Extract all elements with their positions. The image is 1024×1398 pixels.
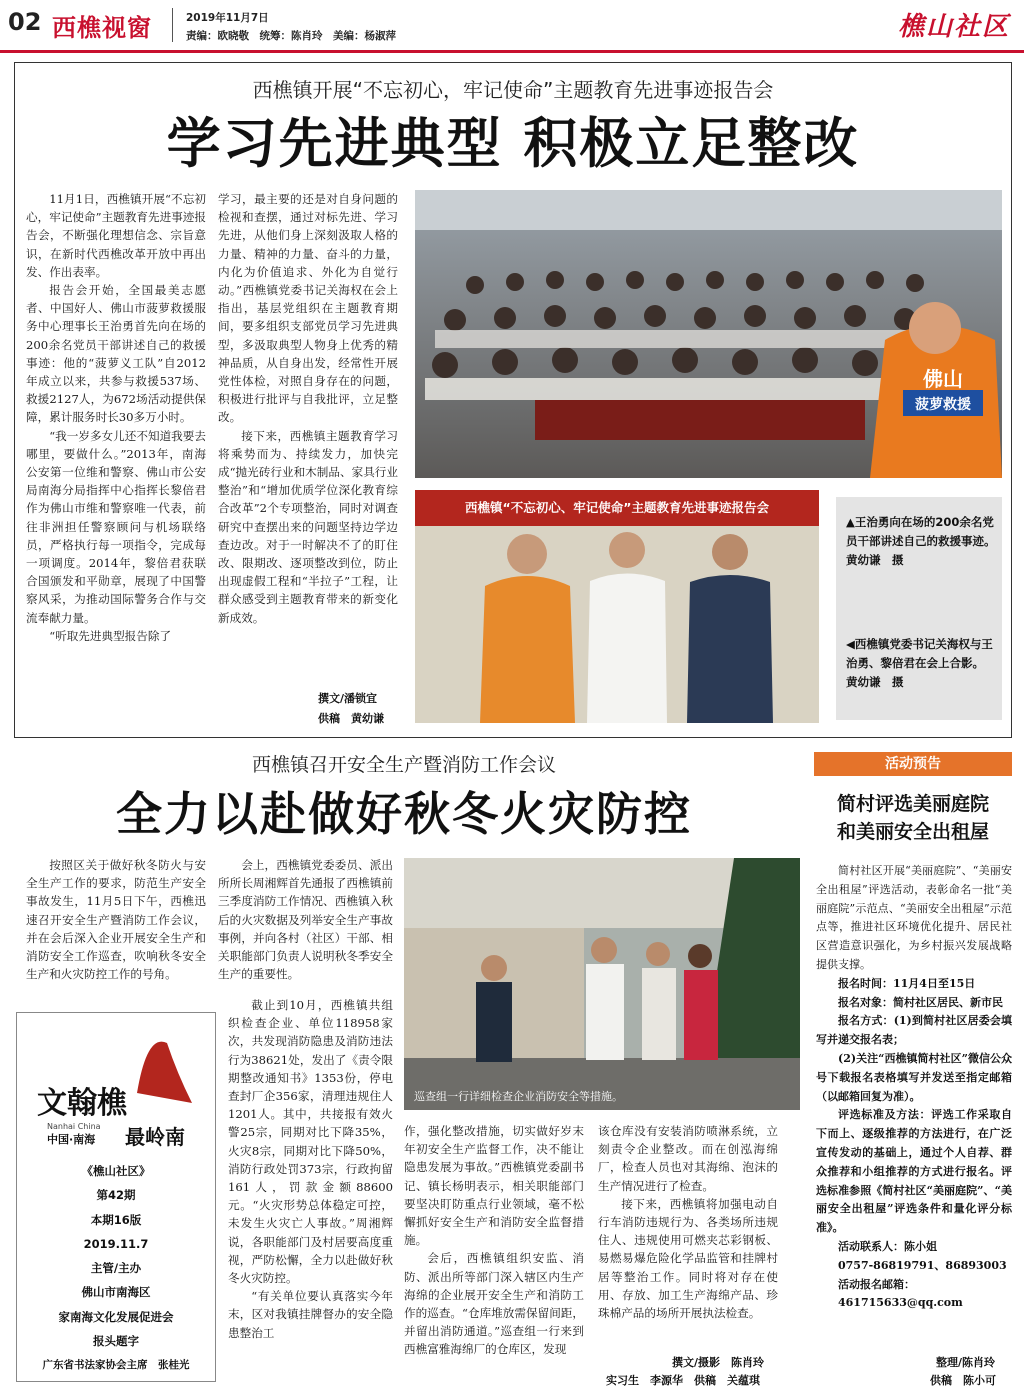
sidebar-email-label: 活动报名邮箱： [838,1277,915,1291]
masthead-slogan: 最岭南 [125,1125,185,1149]
audience-photo [415,190,1002,478]
sidebar-target-value: 简村社区居民、新市民 [893,995,1003,1009]
mast-line-1: 《樵山社区》 [81,1164,151,1178]
a1-c1-p1: 11月1日，西樵镇开展“不忘初心，牢记使命”主题教育先进事迹报告会，不断强化理想信念、宗旨意识，在新时代西樵改革开放中再出发、作出表率。 [26,192,206,279]
article1-col1 [26,190,206,725]
group-photo-illustration [415,526,819,723]
sidebar-method-value2: (2)关注“西樵镇简村社区”微信公众号下载报名表格填写并发送至指定邮箱（以邮箱回复为准）。 [816,1051,1012,1103]
article2-col2 [218,856,393,996]
header-divider [172,8,173,42]
a2-c3-p1: 截止到10月，西樵镇共组织检查企业、单位118958家次，共发现消防隐患及消防违法行为38621处，发出了《责令限期整改通知书》1353份，停电查封厂企356家，清理违规住人1201人。其中，共接报有效火警25宗，同期对比下降35%，火灾8宗，同期对比下降50%，消防行政处罚373宗，行政拘留161人，罚款金额88600元。“火灾形势总体稳定可控，未发生火灾亡人事故。”周湘辉说，各职能部门及村居要高度重视，严防松懈，全力以赴做好秋冬火灾防控。 [228,998,393,1286]
masthead-info [17,1159,215,1378]
sidebar-contact-label: 活动联系人： [838,1239,904,1253]
article1-source: 供稿 黄幼谦 [318,712,384,725]
editor-credits: 责编：欧晓敬 统筹：陈肖玲 美编：杨淑萍 [186,30,396,42]
events-preview-header: 活动预告 [814,752,1012,776]
mast-line-2: 第42期 [96,1188,136,1203]
sidebar-phone: 0757-86819791、86893003 [838,1258,1007,1272]
article2-headline: 全力以赴做好秋冬火灾防控 [116,787,692,841]
a1-c1-p4: “听取先进典型报告除了 [49,628,172,643]
sidebar-title-line2: 和美丽安全出租屋 [836,821,989,843]
masthead-logo [17,1013,215,1153]
a1-c2-p2: 接下来，西樵镇主题教育学习将乘势而为、持续发力，加快完成“抛光砖行业和木制品、家具行业整治”和“增加优质学位深化教育综合改革”2个专项整治，同时对调查研究中查摆出来的问题坚持边学边查边改。对于一时解决不了的盯住改、限期改、逐项整改到位，防止出现虚假工程和“半拉子”工程，让群众感受到主题教育带来的新变化新成效。 [218,428,398,625]
header-rule [0,50,1024,53]
event-banner: 西樵镇“不忘初心、牢记使命”主题教育先进事迹报告会 [415,490,819,526]
inspection-caption: 巡查组一行详细检查企业消防安全等措施。 [414,1090,623,1103]
article2-subtitle: 西樵镇召开安全生产暨消防工作会议 [251,754,556,776]
caption-group: ◀西樵镇党委书记关海权与王治勇、黎倍君在会上合影。 黄幼谦 摄 [846,637,993,689]
article2-col4 [404,1122,584,1374]
a2-c4-p2: 会后，西樵镇组织安监、消防、派出所等部门深入辖区内生产海绵的企业展开安全生产和消防工作的巡查。“仓库堆放需保留间距，并留出消防通道。”巡查组一行来到西樵富雅海绵厂的仓库区，发现 [404,1251,584,1357]
article2-author: 撰文/摄影 陈肖玲 [672,1356,765,1369]
sidebar-title-line1: 简村评选美丽庭院 [836,793,989,815]
article2-col3 [228,996,393,1386]
masthead-box [16,1012,216,1382]
sidebar-method-label: 报名方式： [838,1014,894,1028]
masthead-brand-cn: 中国·南海 [47,1133,96,1146]
sidebar-credit2: 供稿 陈小可 [930,1374,996,1387]
a2-c5-p2: 接下来，西樵镇将加强电动自行车消防违规行为、各类场所违规住人、违规使用可燃夹芯彩钢板、易燃易爆危险化学品监管和挂牌村居等整治工作。同时将对存在使用、存放、加工生产海绵产品、珍珠棉产品的场所开展执法检查。 [598,1196,778,1321]
article2-source: 实习生 李源华 供稿 关蕴琪 [606,1374,760,1387]
a2-c2-p1: 会上，西樵镇党委委员、派出所所长周湘辉首先通报了西樵镇前三季度消防工作情况、西樵镇入秋后的火灾数据及列举安全生产事故事例，并向各村（社区）干部、相关职能部门负责人说明秋冬季安全生产的重要性。 [218,858,393,982]
mast-line-3: 本期16版 [90,1212,142,1227]
a2-c4-p1: 作，强化整改措施，切实做好岁末年初安全生产监督工作，决不能让隐患发展为事故。”西樵镇党委副书记、镇长杨明表示，相关职能部门要坚决盯防重点行业领域，毫不松懈抓好安全生产和消防安全监督措施。 [404,1124,584,1248]
masthead-brand-en: Nanhai China [47,1122,101,1131]
mast-line-5: 主管/主办 [90,1261,142,1276]
photo-captions-box [836,497,1002,720]
a2-c3-p2: “有关单位要认真落实今年末，区对我镇挂牌督办的安全隐患整治工 [228,1289,393,1340]
article1-headline: 学习先进典型 积极立足整改 [166,111,860,175]
sidebar-time-value: 11月4日至15日 [893,976,976,990]
sidebar-email-value: 461715633@qq.com [838,1296,963,1310]
sidebar-time-label: 报名时间： [838,976,893,990]
article2-col5 [598,1122,778,1327]
sidebar-target-label: 报名对象： [838,995,893,1009]
article1-author: 撰文/潘锁宜 [318,692,378,705]
masthead-calligraphy: 文翰樵 [37,1086,127,1121]
vest-label-2: 菠萝救援 [915,397,971,413]
mast-line-6: 佛山市南海区 [81,1285,151,1300]
sidebar-method-value: (1)到简村社区居委会填写并递交报名表； [816,1014,1013,1047]
sidebar-body [816,862,1012,1313]
sidebar-credit1: 整理/陈肖玲 [936,1356,996,1369]
section-title: 西樵视窗 [52,13,152,42]
page-number: 02 [8,8,42,36]
group-photo [415,490,819,723]
a1-c1-p3: “我一岁多女儿还不知道我要去哪里，要做什么。”2013年，南海公安第一位维和警察、佛山市公安局南海分局指挥中心指挥长黎倍君作为佛山市维和警察唯一代表，前往非洲担任警察顾问与机场联络员，严格执行每一项指令，完成每一项调度。2014年，黎倍君获联合国颁发和平勋章，展现了中国警察风采，为推动国际警务合作与交流奉献力量。 [26,428,206,625]
a1-c1-p2: 报告会开始，全国最美志愿者、中国好人、佛山市菠萝救援服务中心理事长王治勇首先向在场的200余名党员干部讲述自己的救援事迹：他的“菠萝义工队”自2012年成立以来，共参与救援537场、救援2127人，为672场活动提供保障，累计服务时长30多万小时。 [26,283,206,425]
vest-label: 佛山 [923,367,963,391]
sidebar-criteria-value: 评选工作采取自下而上、逐级推荐的方法进行，在广泛宣传发动的基础上，通过个人自荐、群众推荐和小组推荐的方式进行报名。评选标准参照《简村社区“美丽庭院”、“美丽安全出租屋”评选条件和量化评分标准》。 [816,1108,1013,1235]
inspection-photo [404,858,800,1110]
a2-c1-p1: 按照区关于做好秋冬防火与安全生产工作的要求，防范生产安全事故发生，11月5日下午，西樵迅速召开安全生产暨消防工作会议，并在会后深入企业开展安全生产和消防安全工作巡查，吹响秋冬安全生产和火灾防控工作的号角。 [26,858,206,982]
issue-date: 2019年11月7日 [186,12,269,24]
article2-col1 [26,856,206,996]
community-logo: 樵山社区 [897,12,1010,42]
article1-subtitle: 西樵镇开展“不忘初心，牢记使命”主题教育先进事迹报告会 [252,78,774,102]
mast-line-7: 家南海文化发展促进会 [58,1309,174,1324]
a1-c2-p1: 学习，最主要的还是对自身问题的检视和查摆，通过对标先进、学习先进，从他们身上深刻汲取人格的力量、精神的力量、奋斗的力量，内化为价值追求、外化为自觉行动。”西樵镇党委书记关海权在会上指出，基层党组织在主题教育期间，要多组织支部党员学习先进典型，多汲取典型人物身上优秀的精神品质，从自身出发，经常性开展党性体检，对照自身存在的问题，积极进行批评与自我批评，立足整改。 [218,192,398,425]
sidebar-contact-value: 陈小姐 [904,1239,937,1253]
mast-line-8: 报头题字 [93,1334,139,1349]
a2-c5-p1: 该仓库没有安装消防喷淋系统，立刻责令企业整改。而在创泓海绵厂，检查人员也对其海绵、泡沫的生产情况进行了检查。 [598,1124,778,1193]
article1-col2 [218,190,398,678]
mast-line-9: 广东省书法家协会主席 张桂光 [42,1359,190,1372]
inspection-photo-illustration [404,858,800,1110]
sidebar-criteria-label: 评选标准及方法： [838,1108,932,1122]
mast-line-4: 2019.11.7 [83,1236,149,1251]
sidebar-intro: 简村社区开展“美丽庭院”、“美丽安全出租屋”评选活动，表彰命名一批“美丽庭院”示范点、“美丽安全出租屋”示范点等，推进社区环境优化提升、居民社区营造意识强化，为乡村振兴发展战略提供支撑。 [816,864,1012,971]
caption-audience: ▲王治勇向在场的200余名党员干部讲述自己的救援事迹。 黄幼谦 摄 [846,515,1002,567]
audience-photo-illustration [415,190,1002,478]
